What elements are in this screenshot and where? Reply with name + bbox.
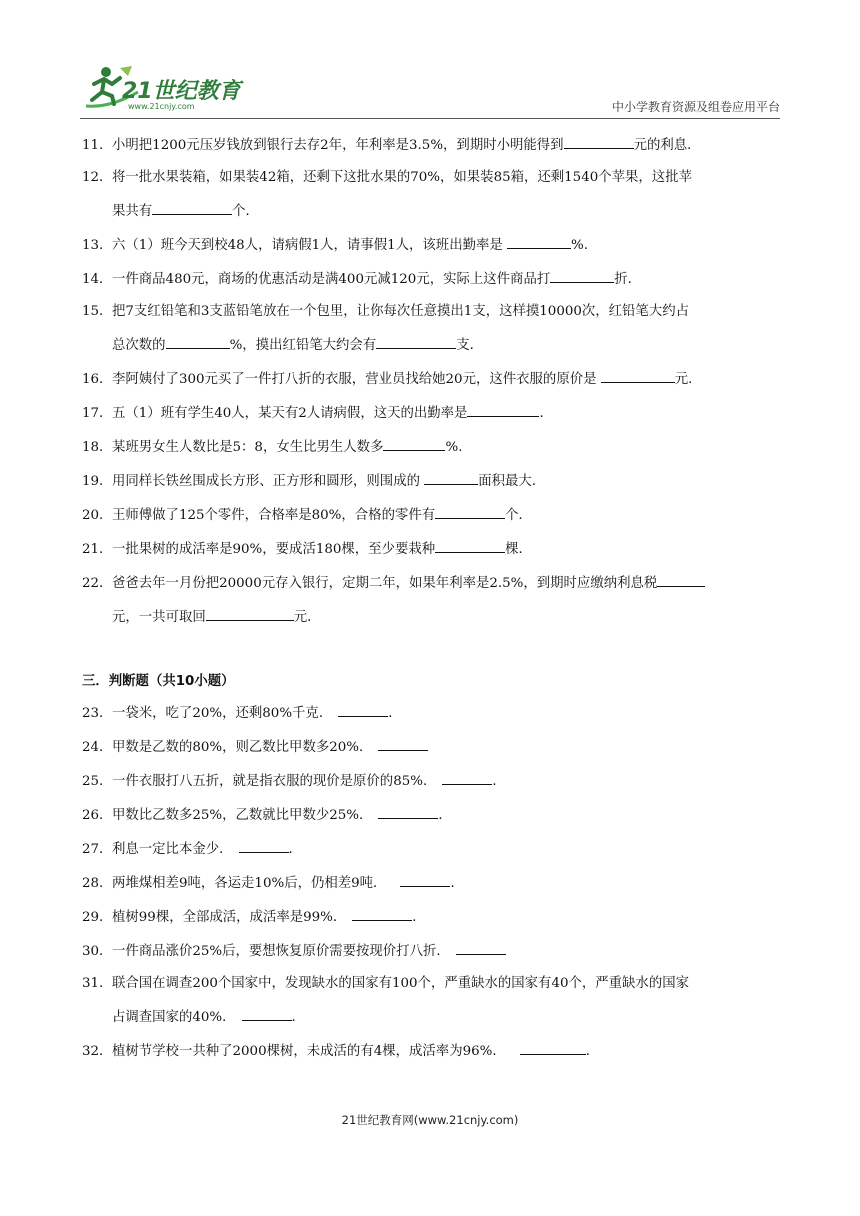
section-title-judgement: 三．判断题（共10小题）	[82, 674, 235, 689]
question-19: 19．用同样长铁丝围成长方形、正方形和圆形，则围成的 面积最大.	[82, 470, 782, 492]
question-25: 25．一件衣服打八五折，就是指衣服的现价是原价的85%． ．	[82, 770, 782, 792]
question-22: 22．爸爸去年一月份把20000元存入银行，定期二年，如果年利率是2.5%，到期时应缴纳利息税	[82, 572, 782, 594]
question-23: 23．一袋米，吃了20%，还剩80%千克． ．	[82, 702, 782, 724]
question-12: 12．将一批水果装箱，如果装42箱，还剩下这批水果的70%，如果装85箱，还剩1540个苹果，这批苹	[82, 170, 692, 185]
answer-blank[interactable]	[378, 804, 438, 819]
answer-blank[interactable]	[166, 334, 230, 349]
question-15: 15．把7支红铅笔和3支蓝铅笔放在一个包里，让你每次任意摸出1支，这样摸10000次，红铅笔大约占	[82, 304, 689, 319]
question-16: 16．李阿姨付了300元买了一件打八折的衣服，营业员找给她20元，这件衣服的原价是 元．	[82, 368, 782, 390]
answer-blank[interactable]	[376, 334, 456, 349]
question-14: 14．一件商品480元，商场的优惠活动是满400元减120元，实际上这件商品打 折．	[82, 268, 782, 290]
header-divider	[80, 118, 780, 119]
question-12-cont: 果共有 个．	[82, 200, 782, 222]
answer-blank[interactable]	[550, 268, 614, 283]
question-11: 11．小明把1200元压岁钱放到银行去存2年，年利率是3.5%，到期时小明能得到 元的利息．	[82, 134, 782, 156]
document-body	[82, 134, 782, 1062]
question-22-cont: 元，一共可取回 元．	[82, 606, 782, 628]
logo	[80, 62, 260, 114]
answer-blank[interactable]	[338, 702, 388, 717]
answer-blank[interactable]	[657, 572, 705, 587]
answer-blank[interactable]	[239, 838, 289, 853]
answer-blank[interactable]	[424, 470, 478, 485]
question-29: 29．植树99棵，全部成活，成活率是99%． ．	[82, 906, 782, 928]
answer-blank[interactable]	[152, 200, 232, 215]
answer-blank[interactable]	[456, 940, 506, 955]
answer-blank[interactable]	[352, 906, 412, 921]
answer-blank[interactable]	[242, 1006, 292, 1021]
answer-blank[interactable]	[435, 504, 505, 519]
question-31: 31．联合国在调查200个国家中，发现缺水的国家有100个，严重缺水的国家有40个，严重缺水的国家	[82, 976, 689, 991]
answer-blank[interactable]	[520, 1040, 586, 1055]
answer-blank[interactable]	[564, 134, 634, 149]
question-17: 17．五（1）班有学生40人，某天有2人请病假，这天的出勤率是 ．	[82, 402, 782, 424]
question-24: 24．甲数是乙数的80%，则乙数比甲数多20%．	[82, 736, 782, 758]
question-26: 26．甲数比乙数多25%，乙数就比甲数少25%． ．	[82, 804, 782, 826]
logo-url: www.21cnjy.com	[128, 102, 195, 111]
page-header	[80, 62, 780, 118]
answer-blank[interactable]	[507, 234, 571, 249]
answer-blank[interactable]	[383, 436, 445, 451]
question-18: 18．某班男女生人数比是5：8，女生比男生人数多 %.	[82, 436, 782, 458]
question-31-cont: 占调查国家的40%． ．	[82, 1006, 782, 1028]
question-15-cont: 总次数的 %，摸出红铅笔大约会有 支．	[82, 334, 782, 356]
question-28: 28．两堆煤相差9吨，各运走10%后，仍相差9吨． ．	[82, 872, 782, 894]
answer-blank[interactable]	[400, 872, 450, 887]
question-27: 27．利息一定比本金少． ．	[82, 838, 782, 860]
question-30: 30．一件商品涨价25%后，要想恢复原价需要按现价打八折．	[82, 940, 782, 962]
question-20: 20．王师傅做了125个零件，合格率是80%，合格的零件有 个．	[82, 504, 782, 526]
answer-blank[interactable]	[378, 736, 428, 751]
page-footer: 21世纪教育网(www.21cnjy.com)	[341, 1113, 519, 1127]
question-21: 21．一批果树的成活率是90%，要成活180棵，至少要栽种 棵．	[82, 538, 782, 560]
answer-blank[interactable]	[467, 402, 539, 417]
platform-name: 中小学教育资源及组卷应用平台	[611, 100, 780, 114]
answer-blank[interactable]	[442, 770, 492, 785]
logo-text: 21世纪教育	[122, 79, 241, 104]
answer-blank[interactable]	[601, 368, 675, 383]
answer-blank[interactable]	[206, 606, 294, 621]
question-32: 32．植树节学校一共种了2000棵树，未成活的有4棵，成活率为96%． ．	[82, 1040, 782, 1062]
question-13: 13．六（1）班今天到校48人，请病假1人，请事假1人，该班出勤率是 %.	[82, 234, 782, 256]
answer-blank[interactable]	[435, 538, 505, 553]
